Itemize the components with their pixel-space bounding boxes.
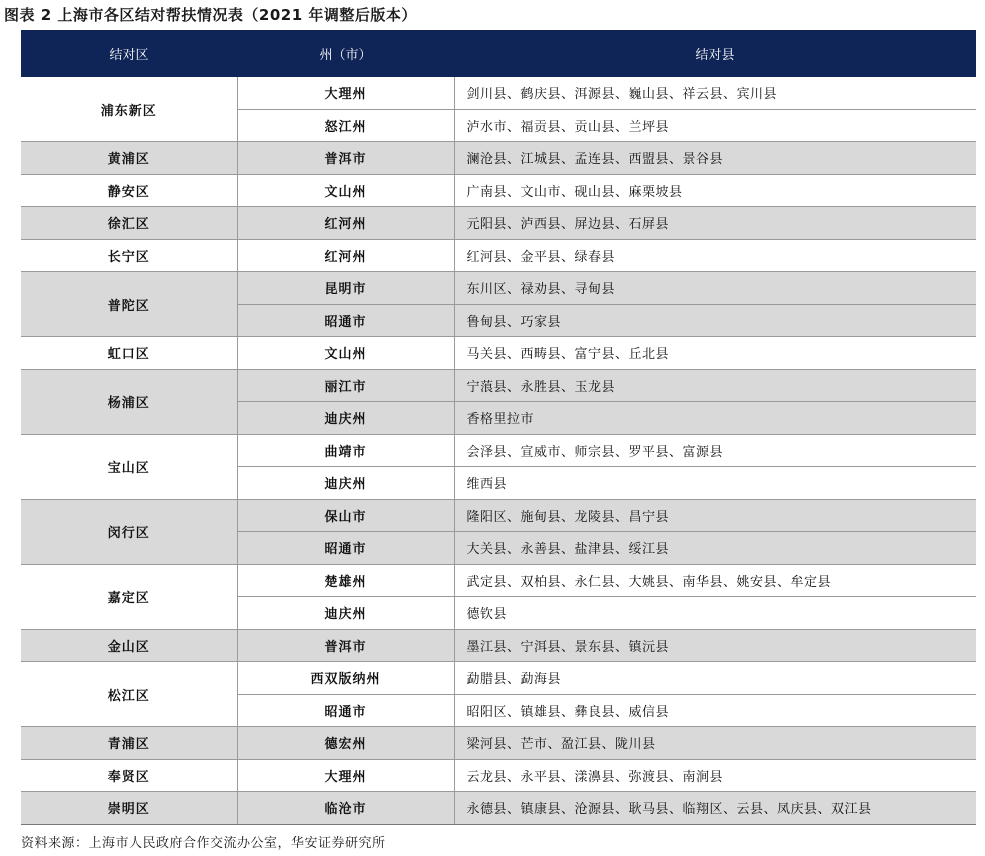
- counties-cell: 香格里拉市: [454, 402, 976, 435]
- table-row: [21, 499, 976, 532]
- prefecture-cell: 昭通市: [237, 304, 454, 337]
- prefecture-cell: 楚雄州: [237, 564, 454, 597]
- prefecture-cell: 迪庆州: [237, 467, 454, 500]
- source-note: 资料来源：上海市人民政府合作交流办公室，华安证券研究所: [21, 836, 386, 851]
- counties-cell: 德钦县: [454, 597, 976, 630]
- counties-cell: 宁蒗县、永胜县、玉龙县: [454, 369, 976, 402]
- prefecture-cell: 普洱市: [237, 629, 454, 662]
- district-cell: 青浦区: [21, 727, 237, 760]
- prefecture-cell: 红河州: [237, 207, 454, 240]
- pairing-table: [21, 30, 976, 825]
- counties-cell: 鲁甸县、巧家县: [454, 304, 976, 337]
- counties-cell: 红河县、金平县、绿春县: [454, 239, 976, 272]
- prefecture-cell: 文山州: [237, 337, 454, 370]
- prefecture-cell: 普洱市: [237, 142, 454, 175]
- counties-cell: 隆阳区、施甸县、龙陵县、昌宁县: [454, 499, 976, 532]
- header-prefecture: 州（市）: [237, 30, 454, 77]
- counties-cell: 昭阳区、镇雄县、彝良县、威信县: [454, 694, 976, 727]
- table-row: [21, 792, 976, 825]
- district-cell: 奉贤区: [21, 759, 237, 792]
- counties-cell: 元阳县、泸西县、屏边县、石屏县: [454, 207, 976, 240]
- counties-cell: 维西县: [454, 467, 976, 500]
- prefecture-cell: 怒江州: [237, 109, 454, 142]
- table-header-row: [21, 30, 976, 77]
- header-district: 结对区: [21, 30, 237, 77]
- prefecture-cell: 迪庆州: [237, 597, 454, 630]
- prefecture-cell: 保山市: [237, 499, 454, 532]
- counties-cell: 澜沧县、江城县、孟连县、西盟县、景谷县: [454, 142, 976, 175]
- table-row: [21, 272, 976, 305]
- prefecture-cell: 红河州: [237, 239, 454, 272]
- table-row: [21, 629, 976, 662]
- table-row: [21, 239, 976, 272]
- prefecture-cell: 西双版纳州: [237, 662, 454, 695]
- district-cell: 长宁区: [21, 239, 237, 272]
- counties-cell: 墨江县、宁洱县、景东县、镇沅县: [454, 629, 976, 662]
- district-cell: 杨浦区: [21, 369, 237, 434]
- table-row: [21, 564, 976, 597]
- district-cell: 嘉定区: [21, 564, 237, 629]
- prefecture-cell: 曲靖市: [237, 434, 454, 467]
- prefecture-cell: 昭通市: [237, 694, 454, 727]
- prefecture-cell: 昭通市: [237, 532, 454, 565]
- district-cell: 普陀区: [21, 272, 237, 337]
- table-row: [21, 727, 976, 760]
- district-cell: 徐汇区: [21, 207, 237, 240]
- counties-cell: 剑川县、鹤庆县、洱源县、巍山县、祥云县、宾川县: [454, 77, 976, 109]
- district-cell: 闵行区: [21, 499, 237, 564]
- counties-cell: 勐腊县、勐海县: [454, 662, 976, 695]
- table-body: [21, 77, 976, 824]
- table-row: [21, 142, 976, 175]
- counties-cell: 大关县、永善县、盐津县、绥江县: [454, 532, 976, 565]
- district-cell: 松江区: [21, 662, 237, 727]
- counties-cell: 马关县、西畴县、富宁县、丘北县: [454, 337, 976, 370]
- table-row: [21, 77, 976, 109]
- counties-cell: 泸水市、福贡县、贡山县、兰坪县: [454, 109, 976, 142]
- district-cell: 虹口区: [21, 337, 237, 370]
- prefecture-cell: 大理州: [237, 77, 454, 109]
- counties-cell: 会泽县、宣威市、师宗县、罗平县、富源县: [454, 434, 976, 467]
- prefecture-cell: 临沧市: [237, 792, 454, 825]
- table-row: [21, 662, 976, 695]
- table-row: [21, 174, 976, 207]
- counties-cell: 云龙县、永平县、漾濞县、弥渡县、南涧县: [454, 759, 976, 792]
- prefecture-cell: 德宏州: [237, 727, 454, 760]
- table-row: [21, 337, 976, 370]
- district-cell: 浦东新区: [21, 77, 237, 142]
- district-cell: 崇明区: [21, 792, 237, 825]
- prefecture-cell: 丽江市: [237, 369, 454, 402]
- counties-cell: 梁河县、芒市、盈江县、陇川县: [454, 727, 976, 760]
- district-cell: 宝山区: [21, 434, 237, 499]
- prefecture-cell: 昆明市: [237, 272, 454, 305]
- counties-cell: 武定县、双柏县、永仁县、大姚县、南华县、姚安县、牟定县: [454, 564, 976, 597]
- table-row: [21, 434, 976, 467]
- header-counties: 结对县: [454, 30, 976, 77]
- prefecture-cell: 迪庆州: [237, 402, 454, 435]
- table-row: [21, 759, 976, 792]
- counties-cell: 东川区、禄劝县、寻甸县: [454, 272, 976, 305]
- district-cell: 金山区: [21, 629, 237, 662]
- figure-title: 图表 2 上海市各区结对帮扶情况表（2021 年调整后版本）: [4, 6, 417, 24]
- table-row: [21, 207, 976, 240]
- prefecture-cell: 大理州: [237, 759, 454, 792]
- prefecture-cell: 文山州: [237, 174, 454, 207]
- table-row: [21, 369, 976, 402]
- counties-cell: 广南县、文山市、砚山县、麻栗坡县: [454, 174, 976, 207]
- counties-cell: 永德县、镇康县、沧源县、耿马县、临翔区、云县、凤庆县、双江县: [454, 792, 976, 825]
- district-cell: 黄浦区: [21, 142, 237, 175]
- district-cell: 静安区: [21, 174, 237, 207]
